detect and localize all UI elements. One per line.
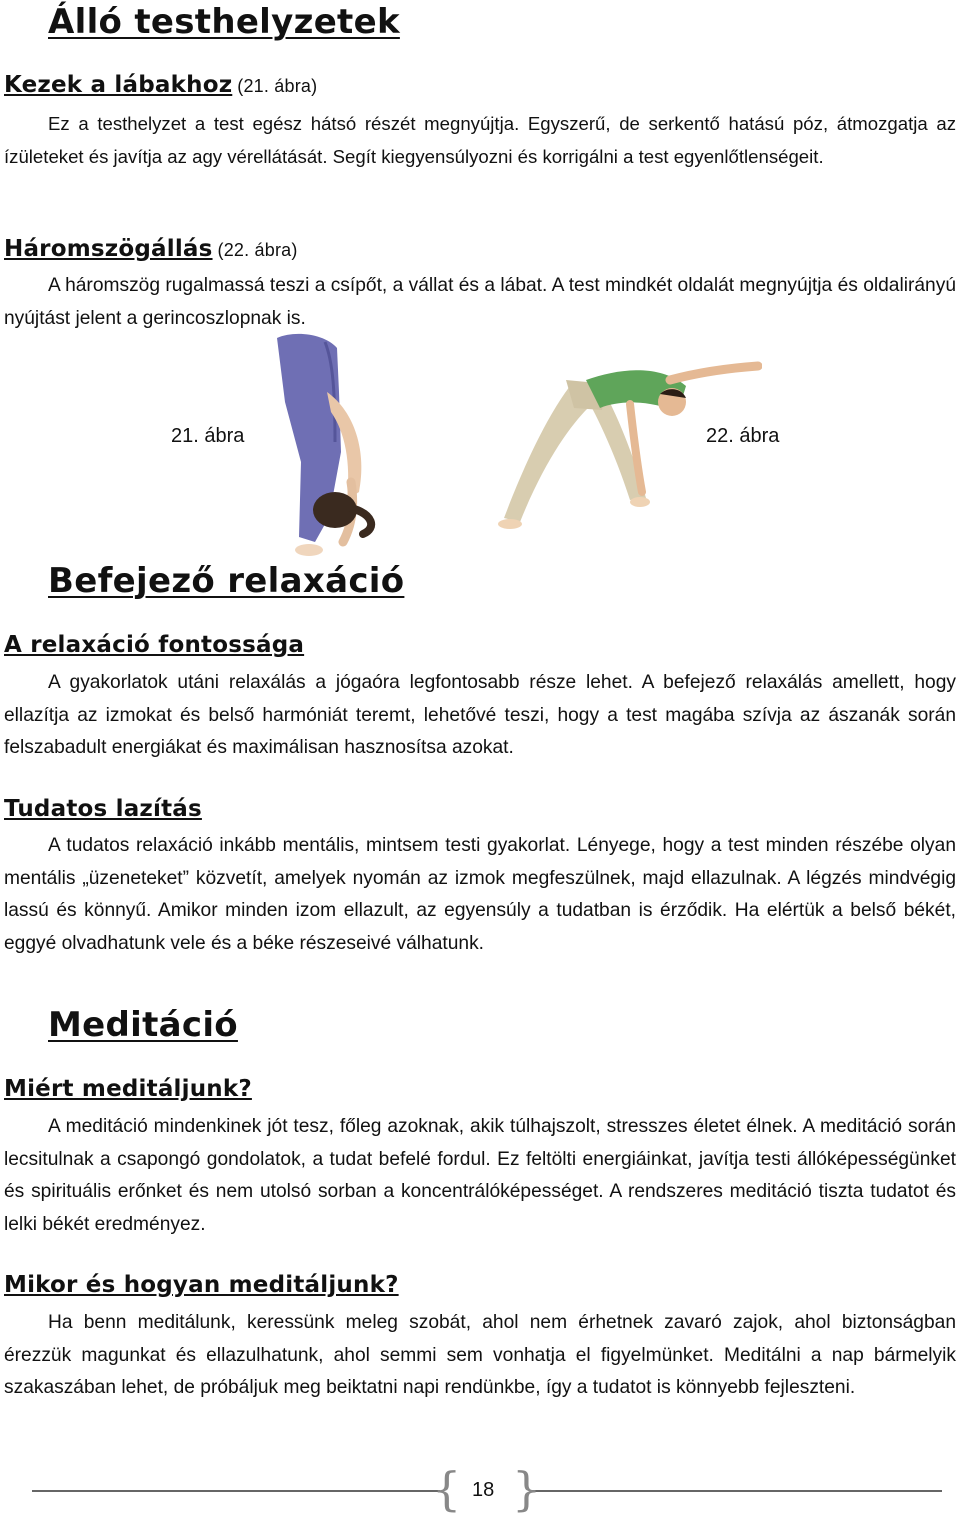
subsection-heading-mikor-es-hogyan: Mikor és hogyan meditáljunk?	[4, 1272, 399, 1298]
footer-rule-right	[530, 1490, 942, 1492]
section-title-allo-testhelyzetek: Álló testhelyzetek	[48, 2, 400, 42]
subsection-text-miert-meditaljunk: A meditáció mindenkinek jót tesz, főleg azoknak, akik túlhajszolt, stresszes életet élnek. A meditáció során lecsitulnak a csapongó gondolatok, a tudat befelé fordul. Ez feltölti energiáinkat, javítja testi állóképességünket és spirituális erőnket és nem utolsó sorban a koncentrálóképességet. A rendszeres meditáció tiszta tudatot és lelki békét eredményez.	[4, 1116, 956, 1235]
figure-21-image	[255, 332, 385, 562]
footer-rule-left	[32, 1490, 440, 1492]
subsection-text-tudatos-lazitas: A tudatos relaxáció inkább mentális, mintsem testi gyakorlat. Lényege, hogy a test minden részébe olyan mentális „üzeneteket” közvetít, amelyek nyomán az izmok megfeszülnek, majd ellazulnak. A légzés mindvégig lassú és könnyű. Amikor minden izom ellazult, az egyensúly a tudatban is érződik. Ha elértük a belső békét, eggyé olvadhatunk vele és a béke részeseivé válhatunk.	[4, 835, 956, 954]
subsection-text-mikor-es-hogyan: Ha benn meditálunk, keressünk meleg szobát, ahol nem érhetnek zavaró zajok, ahol biztonságban érezzük magunkat és ellazulhatunk, ahol semmi sem vonhatja el figyelmünket. Meditálni a nap bármelyik szakaszában lehet, de próbáljuk meg beiktatni napi rendünkbe, így a tudatot is könnyebb fejleszteni.	[4, 1312, 956, 1398]
footer-right-brace-icon: }	[512, 1462, 542, 1516]
page-number: 18	[472, 1479, 495, 1501]
figure-21-caption: 21. ábra	[171, 425, 245, 447]
figure-22-caption: 22. ábra	[706, 425, 780, 447]
pose-heading-haromszogallas	[4, 236, 298, 262]
pose-heading-text: Kezek a lábakhoz	[4, 72, 233, 98]
pose-description-kezek: Ez a testhelyzet a test egész hátsó részét megnyújtja. Egyszerű, de serkentő hatású póz, átmozgatja az ízületeket és javítja az agy vérellátását. Segít kiegyensúlyozni és korrigálni a test egyenlőtlenségeit.	[4, 113, 956, 167]
subsection-heading-miert-meditaljunk: Miért meditáljunk?	[4, 1076, 252, 1102]
figure-reference: (22. ábra)	[217, 240, 298, 260]
pose-description-haromszog: A háromszög rugalmassá teszi a csípőt, a vállat és a lábat. A test mindkét oldalát megnyújtja és oldalirányú nyújtást jelent a gerincoszlopnak is.	[4, 275, 956, 329]
footer-left-brace-icon: {	[432, 1462, 462, 1516]
section-title-meditacio: Meditáció	[48, 1005, 238, 1045]
subsection-heading-tudatos-lazitas: Tudatos lazítás	[4, 796, 202, 822]
subsection-heading-relaxacio-fontossaga: A relaxáció fontossága	[4, 632, 305, 658]
pose-heading-kezek-a-labakhoz	[4, 72, 317, 98]
pose-heading-text: Háromszögállás	[4, 236, 213, 262]
subsection-text-relaxacio-fontossaga: A gyakorlatok utáni relaxálás a jógaóra legfontosabb része lehet. A befejező relaxálás amellett, hogy ellazítja az izmokat és belső harmóniát teremt, lehetővé teszi, hogy a test magába szívja az ászanák során felszabadult energiákat és maximálisan hasznosítsa azokat.	[4, 672, 956, 758]
section-title-befejezo-relaxacio: Befejező relaxáció	[48, 561, 405, 601]
figure-reference: (21. ábra)	[237, 76, 318, 96]
